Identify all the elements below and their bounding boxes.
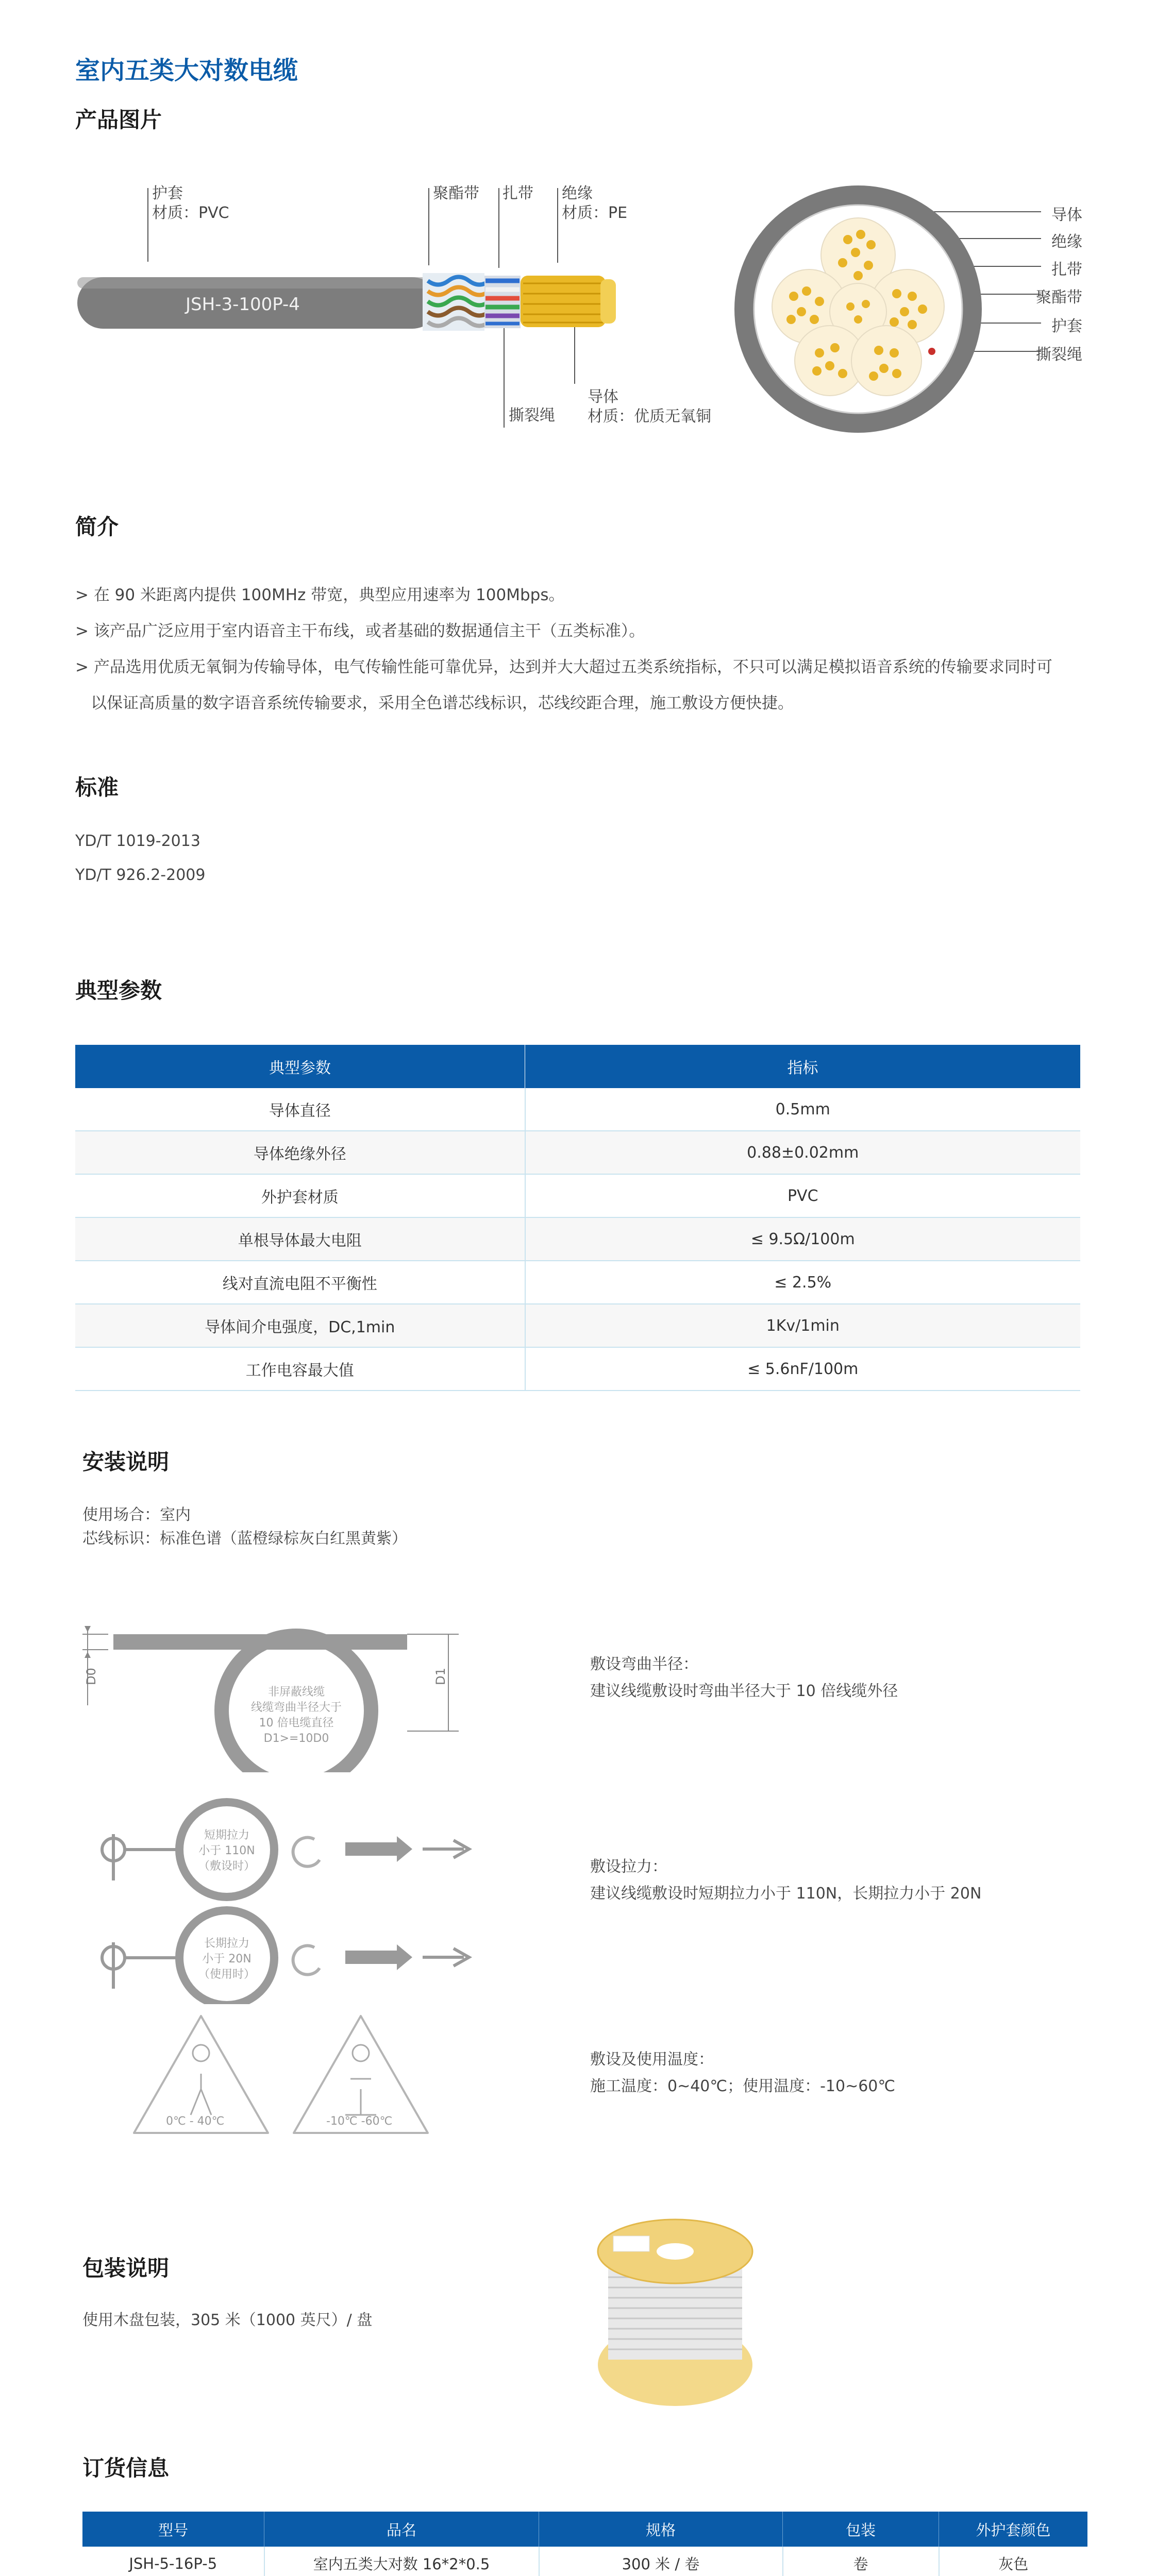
param-value: ≤ 2.5% xyxy=(525,1261,1081,1304)
intro-item: > 在 90 米距离内提供 100MHz 带宽，典型应用速率为 100Mbps。 xyxy=(75,586,565,604)
bend-note-line: 10 倍电缆直径 xyxy=(259,1717,334,1730)
callout-conductor-material: 材质：优质无氧铜 xyxy=(588,408,711,426)
table-row xyxy=(75,1261,1080,1304)
order-col-header: 包装 xyxy=(783,2512,939,2547)
temp-use-label: -10℃ -60℃ xyxy=(326,2115,393,2128)
intro-heading: 简介 xyxy=(75,514,119,539)
standard-item: YD/T 1019-2013 xyxy=(75,832,200,850)
table-row xyxy=(75,1217,1080,1261)
param-name: 外护套材质 xyxy=(75,1174,525,1217)
product-image-heading: 产品图片 xyxy=(75,107,162,132)
bend-note xyxy=(227,1685,366,1747)
bend-note-line: 线缆弯曲半径大于 xyxy=(250,1701,342,1714)
order-package: 卷 xyxy=(783,2547,939,2576)
install-color-code: 芯线标识：标准色谱（蓝橙绿棕灰白红黑黄紫） xyxy=(82,1530,407,1548)
param-value: 1Kv/1min xyxy=(525,1304,1081,1347)
install-usage: 使用场合：室内 xyxy=(82,1506,191,1524)
param-value: ≤ 9.5Ω/100m xyxy=(525,1217,1081,1261)
install-note-title: 敷设拉力： xyxy=(590,1858,667,1876)
param-name: 工作电容最大值 xyxy=(75,1347,525,1391)
standard-item: YD/T 926.2-2009 xyxy=(75,866,206,884)
param-value: PVC xyxy=(525,1174,1081,1217)
long-pull-note xyxy=(191,1936,263,1982)
cs-label-binder: 扎带 xyxy=(1051,261,1082,279)
short-pull-line: （敷设时） xyxy=(198,1860,255,1873)
install-note-text: 建议线缆敷设时弯曲半径大于 10 倍线缆外径 xyxy=(590,1682,898,1700)
package-text: 使用木盘包装，305 米（1000 英尺）/ 盘 xyxy=(82,2311,373,2329)
cs-label-polyester-tape: 聚酯带 xyxy=(1036,289,1082,307)
param-name: 单根导体最大电阻 xyxy=(75,1217,525,1261)
intro-list xyxy=(75,577,1106,721)
d0-label: D0 xyxy=(83,1668,98,1685)
params-col-header: 典型参数 xyxy=(75,1045,525,1088)
params-table-wrap xyxy=(75,1045,1080,1391)
order-col-header: 规格 xyxy=(539,2512,783,2547)
order-color: 灰色 xyxy=(939,2547,1088,2576)
order-col-header: 型号 xyxy=(82,2512,264,2547)
table-row xyxy=(75,1131,1080,1174)
order-model: JSH-5-16P-5 xyxy=(82,2547,264,2576)
standards-list xyxy=(75,824,205,892)
long-pull-line: （使用时） xyxy=(198,1968,255,1981)
short-pull-line: 小于 110N xyxy=(198,1844,255,1857)
temp-install-label: 0℃ - 40℃ xyxy=(166,2115,225,2128)
order-table-wrap xyxy=(82,2512,1087,2576)
short-pull-line: 短期拉力 xyxy=(204,1829,249,1842)
install-heading: 安装说明 xyxy=(82,1449,170,1475)
table-row xyxy=(82,2547,1087,2576)
bend-note-line: D1>=10D0 xyxy=(263,1732,329,1745)
long-pull-line: 长期拉力 xyxy=(204,1937,249,1950)
install-note-text: 施工温度：0~40℃；使用温度：-10~60℃ xyxy=(590,2077,896,2095)
install-note-pull xyxy=(590,1854,981,1907)
pull-diagram xyxy=(93,1798,495,2004)
callout-ripcord: 撕裂绳 xyxy=(509,406,555,425)
bend-note-line: 非屏蔽线缆 xyxy=(267,1686,325,1699)
cable-reel-image xyxy=(593,2210,789,2416)
param-value: ≤ 5.6nF/100m xyxy=(525,1347,1081,1391)
intro-item: > 该产品广泛应用于室内语音主干布线，或者基础的数据通信主干（五类标准）。 xyxy=(75,622,645,640)
order-table xyxy=(82,2512,1087,2576)
order-spec: 300 米 / 卷 xyxy=(539,2547,783,2576)
params-col-header: 指标 xyxy=(525,1045,1081,1088)
install-meta xyxy=(82,1503,407,1551)
callout-insulation-material: 材质：PE xyxy=(562,204,628,222)
order-product: 室内五类大对数 16*2*0.5 xyxy=(264,2547,539,2576)
install-note-title: 敷设及使用温度： xyxy=(590,2050,714,2069)
callout-conductor xyxy=(588,387,711,427)
param-name: 导体绝缘外径 xyxy=(75,1131,525,1174)
callout-jacket-material: 材质：PVC xyxy=(152,204,229,222)
cable-print-text: JSH-3-100P-4 xyxy=(186,294,300,315)
param-value: 0.88±0.02mm xyxy=(525,1131,1081,1174)
d1-label: D1 xyxy=(433,1668,448,1685)
cs-label-jacket: 护套 xyxy=(1051,317,1082,335)
table-row xyxy=(75,1304,1080,1347)
order-col-header: 外护套颜色 xyxy=(939,2512,1088,2547)
param-name: 线对直流电阻不平衡性 xyxy=(75,1261,525,1304)
table-row xyxy=(75,1174,1080,1217)
order-heading: 订货信息 xyxy=(82,2455,170,2481)
short-pull-note xyxy=(191,1828,263,1874)
install-note-title: 敷设弯曲半径： xyxy=(590,1655,698,1673)
callout-insulation xyxy=(562,184,627,223)
install-note-text: 建议线缆敷设时短期拉力小于 110N，长期拉力小于 20N xyxy=(590,1885,982,1903)
install-note-bend xyxy=(590,1651,898,1705)
params-table xyxy=(75,1045,1080,1391)
intro-item: > 产品选用优质无氧铜为传输导体，电气传输性能可靠优异，达到并大大超过五类系统指标，不只可以满足模拟语音系统的传输要求同时可 xyxy=(75,658,1052,676)
callout-conductor-name: 导体 xyxy=(588,388,618,406)
param-name: 导体直径 xyxy=(75,1088,525,1131)
cs-label-ripcord: 撕裂绳 xyxy=(1036,346,1082,364)
cs-label-conductor: 导体 xyxy=(1051,206,1082,224)
package-heading: 包装说明 xyxy=(82,2256,170,2281)
param-value: 0.5mm xyxy=(525,1088,1081,1131)
callout-insulation-name: 绝缘 xyxy=(562,184,593,202)
order-col-header: 品名 xyxy=(264,2512,539,2547)
long-pull-line: 小于 20N xyxy=(202,1953,252,1965)
intro-item: 以保证高质量的数字语音系统传输要求，采用全色谱芯线标识，芯线绞距合理，施工敷设方便快捷。 xyxy=(91,694,794,713)
callout-polyester-tape: 聚酯带 xyxy=(433,184,479,202)
callout-jacket xyxy=(152,184,229,223)
standards-heading: 标准 xyxy=(75,775,119,800)
page-title: 室内五类大对数电缆 xyxy=(75,56,298,85)
table-row xyxy=(75,1347,1080,1391)
params-heading: 典型参数 xyxy=(75,978,162,1003)
table-row xyxy=(75,1088,1080,1131)
cs-label-insulation: 绝缘 xyxy=(1051,233,1082,251)
install-note-temp xyxy=(590,2046,895,2100)
callout-jacket-name: 护套 xyxy=(152,184,183,202)
cable-cross-section xyxy=(732,183,1154,451)
callout-binder: 扎带 xyxy=(502,184,533,202)
param-name: 导体间介电强度，DC,1min xyxy=(75,1304,525,1347)
